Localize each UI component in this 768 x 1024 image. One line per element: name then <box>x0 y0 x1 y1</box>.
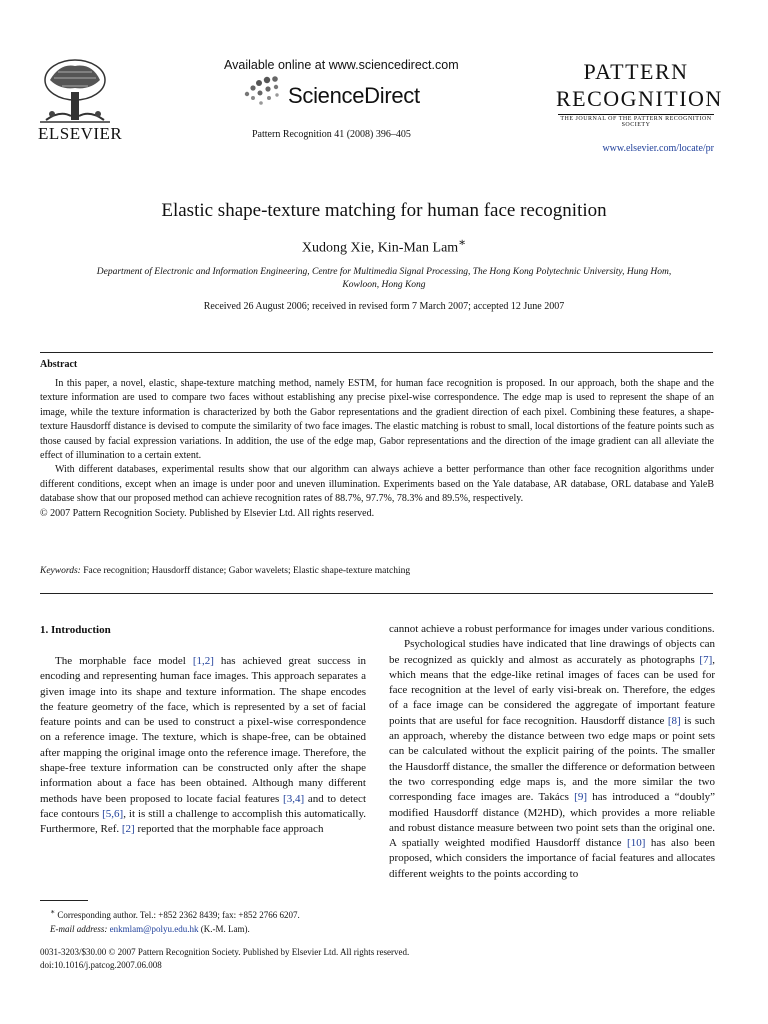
abstract-heading: Abstract <box>40 359 78 370</box>
journal-title-line-2: RECOGNITION <box>556 86 723 111</box>
left-column <box>40 654 366 838</box>
author-names: Xudong Xie, Kin-Man Lam <box>301 240 459 256</box>
affiliation <box>56 266 712 292</box>
footnote-line-1: ∗ Corresponding author. Tel.: +852 2362 8439; fax: +852 2766 6207. <box>50 907 300 920</box>
citation-link[interactable]: [2] <box>121 823 135 836</box>
citation-link[interactable]: [7] <box>699 653 713 666</box>
masthead-rule <box>558 114 714 115</box>
abstract-paragraph-1: In this paper, a novel, elastic, shape-texture matching method, namely ESTM, for human face recognition is proposed. In our approach, both the shape and the texture information are used to compare two faces without establishing any precise pixel-wise correspondence. The edge map is used to represent the shape of an image, while the texture information is characterized by both the Gabor representations and the gradient direction of each pixel. Combining these features, a shape-texture Hausdorff distance is devised to compute the similarity of two face images. The elastic matching is robust to small, local distortions of the feature points such as those caused by facial expression variations. In addition, the use of the edge map, Gabor representations and the direction of the image gradient can all alleviate the effect of illumination to a certain extent. <box>40 378 714 462</box>
corresponding-author-mark[interactable]: ∗ <box>458 236 467 249</box>
intro-continuation: cannot achieve a robust performance for images under various conditions. <box>389 623 715 635</box>
citation-link[interactable]: [1,2] <box>192 655 214 667</box>
paper-authors <box>0 235 768 257</box>
keywords <box>40 566 410 576</box>
journal-masthead <box>556 58 723 128</box>
keywords-text: Face recognition; Hausdorff distance; Gabor wavelets; Elastic shape-texture matching <box>80 566 411 576</box>
sciencedirect-logo-icon <box>243 74 283 108</box>
elsevier-tree-logo-icon <box>40 58 110 124</box>
keywords-label: Keywords: <box>40 566 81 576</box>
right-column <box>389 622 715 882</box>
bottom-matter <box>40 946 409 971</box>
footnote-line-2: E-mail address: enkmlam@polyu.edu.hk (K.-M. Lam). <box>50 923 250 934</box>
citation-link[interactable]: [9] <box>574 791 587 804</box>
citation-link[interactable]: [10] <box>627 837 646 850</box>
available-online-text[interactable]: Available online at www.sciencedirect.com <box>224 58 459 72</box>
email-link[interactable]: enkmlam@polyu.edu.hk <box>109 923 199 934</box>
footnote <box>50 905 300 936</box>
abstract-body <box>40 377 714 521</box>
journal-citation: Pattern Recognition 41 (2008) 396–405 <box>252 129 411 140</box>
journal-subtitle: THE JOURNAL OF THE PATTERN RECOGNITION SOCIETY <box>560 116 712 128</box>
affiliation-line-1: Department of Electronic and Information Engineering, Centre for Multimedia Signal Processing, The Hong Kong Polytechnic University, Hung Hom, <box>96 267 672 277</box>
abstract-top-rule <box>40 352 713 353</box>
received-dates: Received 26 August 2006; received in revised form 7 March 2007; accepted 12 June 2007 <box>203 301 565 312</box>
footnote-rule <box>40 900 88 901</box>
citation-link[interactable]: [3,4] <box>283 792 305 805</box>
publisher-name: ELSEVIER <box>38 124 123 143</box>
journal-url-link[interactable]: www.elsevier.com/locate/pr <box>602 143 714 154</box>
journal-title-line-1: PATTERN <box>583 59 689 84</box>
journal-title <box>556 58 723 112</box>
citation-link[interactable]: [8] <box>667 714 681 727</box>
citation-link[interactable]: [5,6] <box>102 807 124 820</box>
section-heading-introduction: 1. Introduction <box>40 624 111 636</box>
footnote-mark: ∗ <box>50 907 56 916</box>
intro-paragraph-1: The morphable face model [1,2] has achieved great success in encoding and representing human face images. This approach separates a given image into its shape and texture information. The shape encodes the feature geometry of the face, which is represented by a set of facial feature points and can be used to construct a pixel-wise correspondence on a reference image. The texture, which is shape-free, can be obtained after mapping the original image onto the reference image. Therefore, the shape-free texture information can be constructed only after the shape information about a face has been obtained. Although many different methods have been proposed to locate facial features [3,4] and to detect face contours [5,6], it is still a challenge to accomplish this automatically. Furthermore, Ref. [2] reported that the morphable face approach <box>40 655 366 836</box>
abstract-paragraph-2: With different databases, experimental results show that our algorithm can always achieve a better performance than other face recognition algorithms under different conditions, except when an image is under poor and uneven illumination. Experiments based on the Yale database, AR database, ORL database and YaleB database show that our proposed method can achieve recognition rates of 88.7%, 97.7%, 78.3% and 89.5%, respectively. <box>40 464 714 505</box>
paper-title: Elastic shape-texture matching for human face recognition <box>161 200 607 221</box>
affiliation-line-2: Kowloon, Hong Kong <box>342 280 426 290</box>
abstract-bottom-rule <box>40 593 713 594</box>
intro-paragraph-2: Psychological studies have indicated that line drawings of objects can be recognized as quickly and almost as accurately as photographs [7], which means that the edge-like retinal images of faces can be used for face recognition at the level of early visi-break on. Therefore, the edges of a face image can be considered the aggregate of important feature points that are useful for face recognition. Hausdorff distance [8] is such an approach, whereby the distance between two edge maps or point sets can be calculated without the explicit pairing of the points. The smaller the Hausdorff distance, the smaller the difference or deformation between the two corresponding edge maps is, and the more similar the two corresponding face images are. Takács [9] has introduced a “doubly” modified Hausdorff distance (M2HD), which provides a more reliable and robust distance measure between two point sets than the original one. A spatially weighted modified Hausdorff distance [10] has also been proposed, which considers the importance of facial features and allocates different weights to the points according to <box>389 638 716 880</box>
doi-line[interactable]: doi:10.1016/j.patcog.2007.06.008 <box>40 959 162 970</box>
issn-copyright-line: 0031-3203/$30.00 © 2007 Pattern Recognition Society. Published by Elsevier Ltd. All rights reserved. <box>40 947 410 957</box>
abstract-copyright: © 2007 Pattern Recognition Society. Published by Elsevier Ltd. All rights reserved. <box>40 507 375 519</box>
email-label: E-mail address: <box>50 923 108 934</box>
sciencedirect-wordmark: ScienceDirect <box>288 83 420 108</box>
